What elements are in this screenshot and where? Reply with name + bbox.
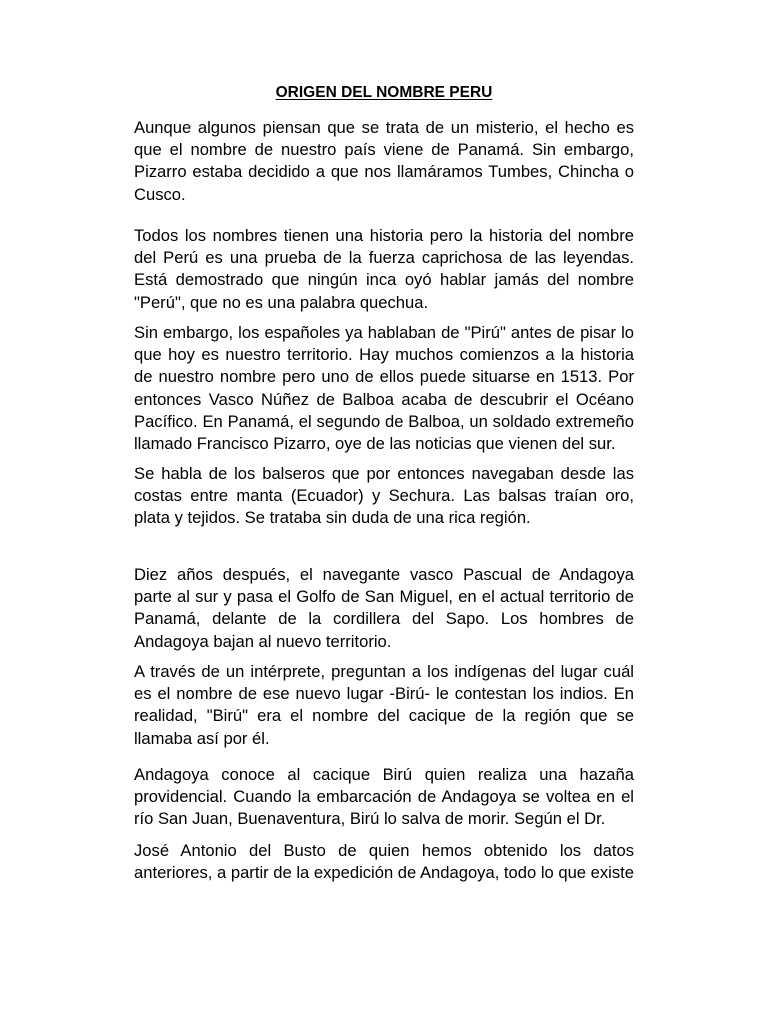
paragraph-6: A través de un intérprete, preguntan a los indígenas del lugar cuál es el nombre de ese nuevo lugar -Birú- le contestan los indios. En realidad, "Birú" era el nombre del cacique de la región que se llamaba así por él. xyxy=(134,662,634,748)
paragraph-7: Andagoya conoce al cacique Birú quien realiza una hazaña providencial. Cuando la embarcación de Andagoya se voltea en el río San Juan, Buenaventura, Birú lo salva de morir. Según el Dr. xyxy=(134,765,634,829)
paragraph-3: Sin embargo, los españoles ya hablaban de "Pirú" antes de pisar lo que hoy es nuestro territorio. Hay muchos comienzos a la historia de nuestro nombre pero uno de ellos puede situarse en 1513. Por entonces Vasco Núñez de Balboa acaba de descubrir el Océano Pacífico. En Panamá, el segundo de Balboa, un soldado extremeño llamado Francisco Pizarro, oye de las noticias que vienen del sur. xyxy=(134,323,634,454)
paragraph-1: Aunque algunos piensan que se trata de un misterio, el hecho es que el nombre de nuestro país viene de Panamá. Sin embargo, Pizarro estaba decidido a que nos llamáramos Tumbes, Chincha o Cusco. xyxy=(134,118,634,204)
paragraph-8: José Antonio del Busto de quien hemos obtenido los datos anteriores, a partir de la expedición de Andagoya, todo lo que existe xyxy=(134,841,634,883)
paragraph-5: Diez años después, el navegante vasco Pascual de Andagoya parte al sur y pasa el Golfo de San Miguel, en el actual territorio de Panamá, delante de la cordillera del Sapo. Los hombres de Andagoya bajan al nuevo territorio. xyxy=(134,565,634,651)
paragraph-4: Se habla de los balseros que por entonces navegaban desde las costas entre manta (Ecuador) y Sechura. Las balsas traían oro, plata y tejidos. Se trataba sin duda de una rica región. xyxy=(134,464,634,528)
paragraph-2: Todos los nombres tienen una historia pero la historia del nombre del Perú es una prueba de la fuerza caprichosa de las leyendas. Está demostrado que ningún inca oyó hablar jamás del nombre "Perú", que no es una palabra quechua. xyxy=(134,226,634,312)
document-title: ORIGEN DEL NOMBRE PERU xyxy=(275,84,493,101)
